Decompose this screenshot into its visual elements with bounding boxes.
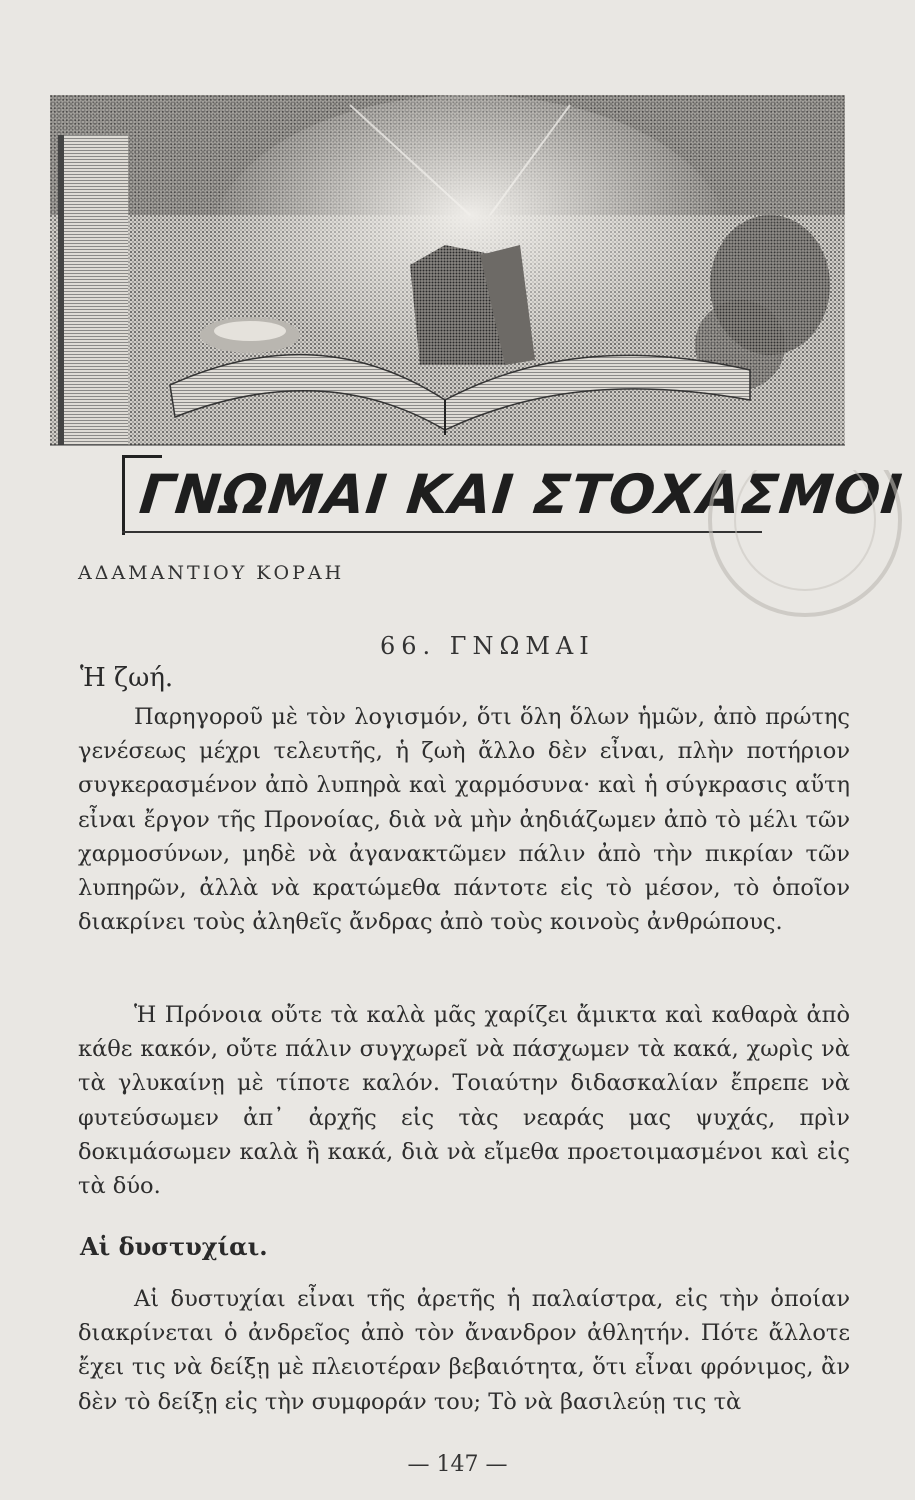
title-banner [100, 455, 906, 545]
title-rule-bottom [122, 531, 762, 533]
title-rule-left [122, 455, 125, 535]
paragraph-3-text: Αἱ δυστυχίαι εἶναι τῆς ἀρετῆς ἡ παλαίστρα, εἰς τὴν ὁποίαν διακρίνεται ὁ ἀνδρεῖος ἀπὸ τὸν ἄνανδρον ἀθλητήν. Πότε ἄλλοτε ἔχει τις νὰ δείξῃ μὲ πλειοτέραν βεβαιότητα, ὅτι εἶναι φρόνιμος, ἂν δὲν τὸ δείξῃ εἰς τὴν συμφοράν του; Τὸ νὰ βασιλεύῃ τις τὰ [78, 1286, 850, 1415]
paragraph-2 [78, 998, 850, 1203]
chapter-title: ΓΝΩΜΑΙ ΚΑΙ ΣΤΟΧΑΣΜΟΙ [136, 463, 906, 526]
author-name: ΑΔΑΜΑΝΤΙΟΥ ΚΟΡΑΗ [78, 562, 345, 584]
paragraph-3 [78, 1282, 850, 1419]
subheading-life: Ἡ ζωή. [80, 663, 174, 693]
paragraph-2-text: Ἡ Πρόνοια οὔτε τὰ καλὰ μᾶς χαρίζει ἄμικτα καὶ καθαρὰ ἀπὸ κάθε κακόν, οὔτε πάλιν συγχωρεῖ νὰ πάσχωμεν τὰ κακά, χωρὶς νὰ τὰ γλυκαίνῃ μὲ τίποτε καλόν. Τοιαύτην διδασκαλίαν ἔπρεπε νὰ φυτεύσωμεν ἀπ᾽ ἀρχῆς εἰς τὰς νεαράς μας ψυχάς, πρὶν δοκιμάσωμεν καλὰ ἢ κακά, διὰ νὰ εἴμεθα προετοιμασμένοι καὶ εἰς τὰ δύο. [78, 1002, 850, 1200]
subheading-misfortunes: Αἱ δυστυχίαι. [80, 1232, 268, 1261]
open-book-illustration [50, 95, 845, 455]
paragraph-1-text: Παρηγοροῦ μὲ τὸν λογισμόν, ὅτι ὅλη ὅλων ἡμῶν, ἀπὸ πρώτης γενέσεως μέχρι τελευτῆς, ἡ ζωὴ ἄλλο δὲν εἶναι, πλὴν ποτήριον συγκερασμένον ἀπὸ λυπηρὰ καὶ χαρμόσυνα· καὶ ἡ σύγκρασις αὕτη εἶναι ἔργον τῆς Προνοίας, διὰ νὰ μὴν ἀηδιάζωμεν ἀπὸ τὸ μέλι τῶν χαρμοσύνων, μηδὲ νὰ ἀγανακτῶμεν πάλιν ἀπὸ τὴν πικρίαν τῶν λυπηρῶν, ἀλλὰ νὰ κρατώμεθα πάντοτε εἰς τὸ μέσον, τὸ ὁποῖον διακρίνει τοὺς ἀληθεῖς ἄνδρας ἀπὸ τοὺς κοινοὺς ἀνθρώπους. [78, 704, 850, 936]
paragraph-1 [78, 700, 850, 939]
section-heading: 66. ΓΝΩΜΑΙ [380, 632, 595, 660]
page-number: — 147 — [407, 1452, 508, 1477]
title-rule-top [122, 455, 162, 458]
